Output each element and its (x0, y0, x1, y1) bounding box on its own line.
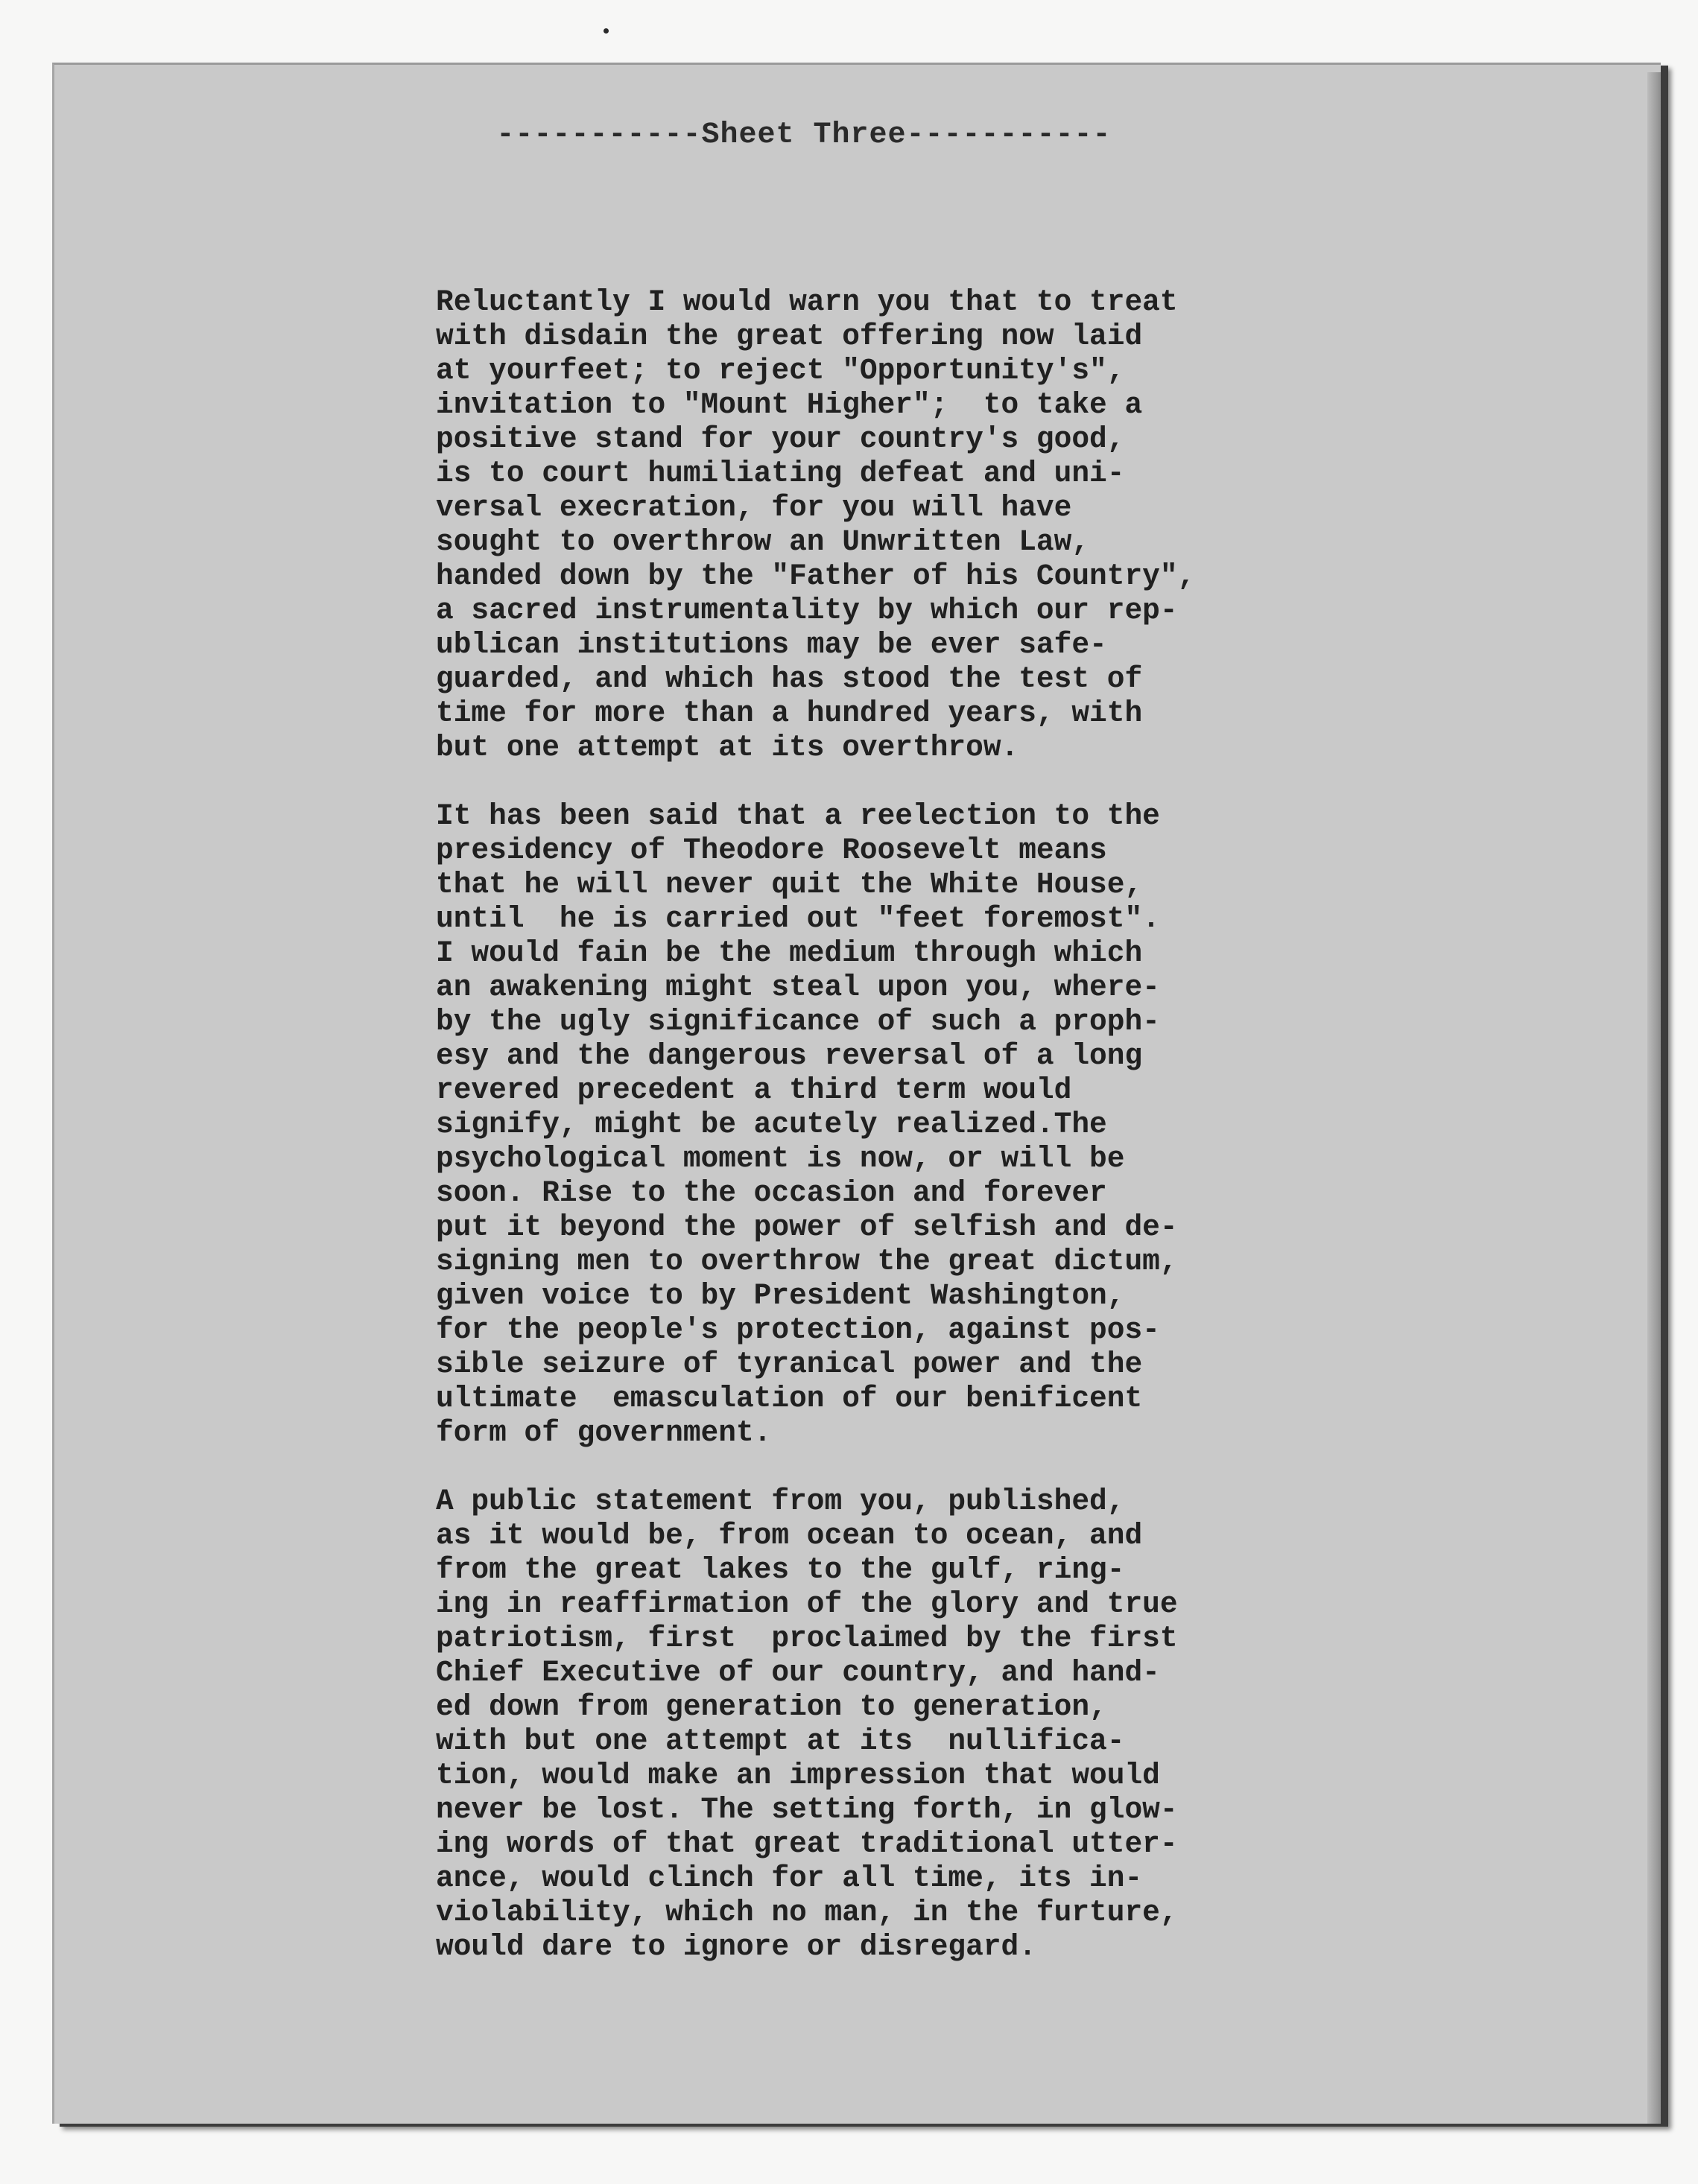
paragraph-1 (436, 285, 1330, 765)
text-line: violability, which no man, in the furture, (436, 1896, 1178, 1929)
text-line: ance, would clinch for all time, its in- (436, 1861, 1143, 1895)
text-line: with disdain the great offering now laid (436, 320, 1143, 353)
text-line: with but one attempt at its nullifica- (436, 1724, 1125, 1758)
text-line: a sacred instrumentality by which our rep- (436, 594, 1178, 627)
sheet-header: -----------Sheet Three----------- (496, 118, 1112, 152)
text-line: guarded, and which has stood the test of (436, 662, 1143, 696)
text-line: time for more than a hundred years, with (436, 696, 1143, 730)
text-line: signify, might be acutely realized.The (436, 1108, 1107, 1141)
text-line: never be lost. The setting forth, in glow- (436, 1793, 1178, 1826)
text-line: invitation to "Mount Higher"; to take a (436, 388, 1143, 422)
text-line: sought to overthrow an Unwritten Law, (436, 525, 1090, 559)
text-line: positive stand for your country's good, (436, 422, 1125, 456)
text-line: Chief Executive of our country, and hand- (436, 1656, 1160, 1689)
text-line: ed down from generation to generation, (436, 1690, 1107, 1724)
text-line: soon. Rise to the occasion and forever (436, 1176, 1107, 1210)
text-line: I would fain be the medium through which (436, 936, 1143, 970)
text-line: handed down by the "Father of his Country", (436, 559, 1196, 593)
text-line: Reluctantly I would warn you that to treat (436, 285, 1178, 319)
text-line: It has been said that a reelection to the (436, 799, 1160, 833)
text-line: is to court humiliating defeat and uni- (436, 457, 1125, 490)
text-line: ublican institutions may be ever safe- (436, 628, 1107, 661)
text-line: tion, would make an impression that would (436, 1759, 1160, 1792)
stray-mark (604, 28, 609, 34)
text-line: would dare to ignore or disregard. (436, 1930, 1036, 1964)
text-line: at yourfeet; to reject "Opportunity's", (436, 354, 1125, 387)
text-line: versal execration, for you will have (436, 491, 1072, 524)
text-line: but one attempt at its overthrow. (436, 731, 1019, 764)
text-line: esy and the dangerous reversal of a long (436, 1039, 1143, 1073)
paragraph-3 (436, 1485, 1330, 1964)
text-line: presidency of Theodore Roosevelt means (436, 834, 1107, 867)
text-line: put it beyond the power of selfish and de- (436, 1210, 1178, 1244)
text-line: until he is carried out "feet foremost". (436, 902, 1160, 936)
text-line: ing in reaffirmation of the glory and true (436, 1587, 1178, 1621)
text-line: that he will never quit the White House, (436, 868, 1143, 901)
paragraph-2 (436, 799, 1330, 1450)
text-line: revered precedent a third term would (436, 1073, 1072, 1107)
letter-body (436, 285, 1330, 1999)
text-line: given voice to by President Washington, (436, 1279, 1125, 1312)
text-line: signing men to overthrow the great dictum, (436, 1245, 1178, 1278)
text-line: psychological moment is now, or will be (436, 1142, 1125, 1175)
text-line: patriotism, first proclaimed by the first (436, 1622, 1178, 1655)
typewritten-sheet (52, 63, 1661, 2124)
text-line: an awakening might steal upon you, where- (436, 971, 1160, 1004)
text-line: by the ugly significance of such a proph- (436, 1005, 1160, 1038)
text-line: for the people's protection, against pos- (436, 1313, 1160, 1347)
text-line: A public statement from you, published, (436, 1485, 1125, 1518)
text-line: from the great lakes to the gulf, ring- (436, 1553, 1125, 1587)
text-line: sible seizure of tyranical power and the (436, 1347, 1143, 1381)
text-line: as it would be, from ocean to ocean, and (436, 1519, 1143, 1552)
text-line: form of government. (436, 1416, 772, 1450)
text-line: ing words of that great traditional utter- (436, 1827, 1178, 1861)
text-line: ultimate emasculation of our benificent (436, 1382, 1143, 1415)
